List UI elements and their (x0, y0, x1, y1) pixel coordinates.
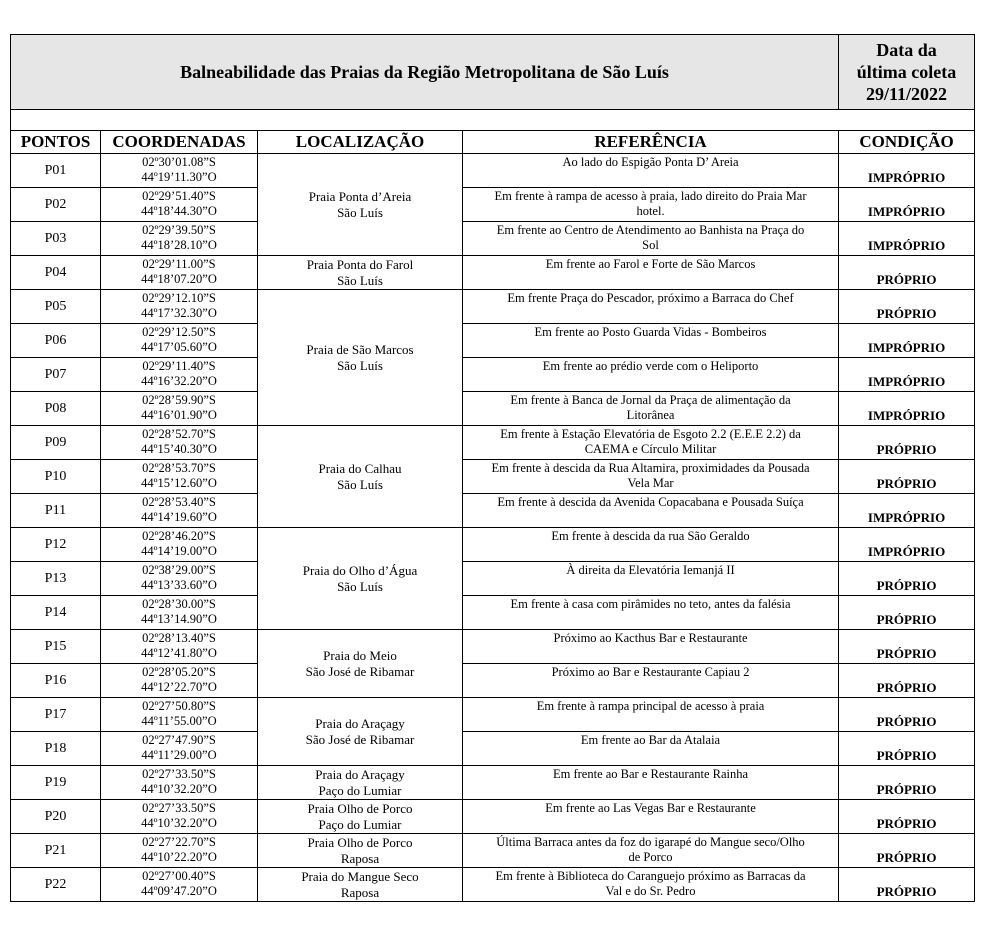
longitude: 44º18’07.20”O (141, 272, 217, 286)
reference-line2: Val e do Sr. Pedro (605, 884, 696, 898)
reference-line1: Em frente ao prédio verde com o Heliporto (542, 359, 759, 373)
reference-cell (463, 290, 839, 324)
location-beach: Praia do Araçagy (315, 766, 405, 782)
location-city: São Luís (337, 272, 383, 288)
ponto-cell: P20 (11, 800, 101, 834)
latitude: 02º27’00.40”S (142, 869, 216, 883)
reference-line1: À direita da Elevatória Iemanjá II (566, 563, 735, 577)
location-beach: Praia Ponta d’Areia (308, 188, 412, 204)
location-beach: Praia Ponta do Farol (306, 256, 414, 272)
table-row (11, 800, 975, 834)
condition-status: PRÓPRIO (839, 766, 975, 800)
latitude: 02º29’51.40”S (142, 189, 216, 203)
table-row (11, 766, 975, 800)
coordinates-cell (101, 528, 258, 562)
ponto-cell: P17 (11, 698, 101, 732)
condition-status: PRÓPRIO (839, 290, 975, 324)
ponto-cell: P13 (11, 562, 101, 596)
longitude: 44º19’11.30”O (141, 170, 217, 184)
location-city: São Luís (337, 578, 383, 594)
coordinates-cell (101, 834, 258, 868)
latitude: 02º29’12.50”S (142, 325, 216, 339)
longitude: 44º14’19.60”O (141, 510, 217, 524)
reference-cell (463, 188, 839, 222)
location-cell (258, 154, 463, 256)
location-beach: Praia do Araçagy (315, 715, 405, 731)
table-row (11, 562, 975, 596)
condition-status: IMPRÓPRIO (839, 324, 975, 358)
table-row (11, 460, 975, 494)
table-row (11, 324, 975, 358)
coordinates-cell (101, 222, 258, 256)
location-cell (258, 766, 463, 800)
ponto-cell: P05 (11, 290, 101, 324)
condition-status: PRÓPRIO (839, 596, 975, 630)
ponto-cell: P06 (11, 324, 101, 358)
location-cell (258, 630, 463, 698)
ponto-cell: P04 (11, 256, 101, 290)
condition-status: IMPRÓPRIO (839, 154, 975, 188)
table-row (11, 426, 975, 460)
condition-status: PRÓPRIO (839, 460, 975, 494)
table-row (11, 188, 975, 222)
ponto-cell: P21 (11, 834, 101, 868)
location-city: Paço do Lumiar (318, 782, 402, 798)
condition-status: PRÓPRIO (839, 630, 975, 664)
coordinates-cell (101, 664, 258, 698)
latitude: 02º27’22.70”S (142, 835, 216, 849)
reference-line1: Em frente Praça do Pescador, próximo a Barraca do Chef (507, 291, 794, 305)
location-city: São Luís (337, 204, 383, 220)
title-row (11, 35, 975, 110)
ponto-cell: P02 (11, 188, 101, 222)
reference-line1: Última Barraca antes da foz do igarapé do Mangue seco/Olho (496, 835, 805, 849)
location-beach: Praia do Mangue Seco (301, 868, 419, 884)
latitude: 02º30’01.08”S (142, 155, 216, 169)
reference-line2: CAEMA e Círculo Militar (584, 442, 717, 456)
location-beach: Praia Olho de Porco (307, 834, 413, 850)
latitude: 02º29’11.40”S (142, 359, 216, 373)
reference-line2: de Porco (628, 850, 673, 864)
latitude: 02º27’47.90”S (142, 733, 216, 747)
reference-cell (463, 324, 839, 358)
coordinates-cell (101, 562, 258, 596)
header-localizacao: LOCALIZAÇÃO (258, 131, 463, 154)
location-city: Paço do Lumiar (318, 816, 402, 832)
coordinates-cell (101, 426, 258, 460)
reference-line1: Em frente à descida da Avenida Copacabana e Pousada Suíça (497, 495, 804, 509)
reference-line1: Em frente à rampa principal de acesso à praia (536, 699, 765, 713)
coordinates-cell (101, 630, 258, 664)
reference-cell (463, 664, 839, 698)
document-title: Balneabilidade das Praias da Região Metropolitana de São Luís (11, 35, 839, 110)
condition-status: IMPRÓPRIO (839, 392, 975, 426)
reference-line1: Em frente ao Bar da Atalaia (580, 733, 721, 747)
condition-status: PRÓPRIO (839, 868, 975, 902)
location-cell (258, 800, 463, 834)
table-row (11, 256, 975, 290)
latitude: 02º28’46.20”S (142, 529, 216, 543)
location-cell (258, 290, 463, 426)
location-city: Raposa (340, 850, 380, 866)
coordinates-cell (101, 256, 258, 290)
table-body (11, 154, 975, 902)
table-row (11, 392, 975, 426)
collection-date-box (839, 35, 975, 110)
location-city: São José de Ribamar (305, 731, 415, 747)
table-row (11, 154, 975, 188)
reference-line2: Litorânea (626, 408, 675, 422)
ponto-cell: P16 (11, 664, 101, 698)
column-header-row (11, 131, 975, 154)
reference-cell (463, 426, 839, 460)
latitude: 02º28’59.90”S (142, 393, 216, 407)
ponto-cell: P15 (11, 630, 101, 664)
condition-status: PRÓPRIO (839, 800, 975, 834)
latitude: 02º28’52.70”S (142, 427, 216, 441)
coordinates-cell (101, 698, 258, 732)
location-city: São Luís (337, 476, 383, 492)
reference-line1: Em frente à casa com pirâmides no teto, antes da falésia (510, 597, 791, 611)
reference-cell (463, 630, 839, 664)
table-row (11, 222, 975, 256)
coordinates-cell (101, 800, 258, 834)
longitude: 44º10’32.20”O (141, 782, 217, 796)
reference-cell (463, 256, 839, 290)
reference-line1: Em frente à Biblioteca do Caranguejo próximo as Barracas da (495, 869, 806, 883)
condition-status: PRÓPRIO (839, 834, 975, 868)
table-row (11, 494, 975, 528)
condition-status: IMPRÓPRIO (839, 358, 975, 392)
coordinates-cell (101, 188, 258, 222)
reference-line1: Em frente à Banca de Jornal da Praça de alimentação da (510, 393, 791, 407)
ponto-cell: P09 (11, 426, 101, 460)
longitude: 44º09’47.20”O (141, 884, 217, 898)
ponto-cell: P07 (11, 358, 101, 392)
coordinates-cell (101, 494, 258, 528)
ponto-cell: P01 (11, 154, 101, 188)
coordinates-cell (101, 154, 258, 188)
longitude: 44º12’41.80”O (141, 646, 217, 660)
reference-cell (463, 528, 839, 562)
location-cell (258, 868, 463, 902)
reference-cell (463, 460, 839, 494)
coordinates-cell (101, 324, 258, 358)
table-row (11, 834, 975, 868)
table-row (11, 596, 975, 630)
reference-cell (463, 834, 839, 868)
location-cell (258, 698, 463, 766)
longitude: 44º18’44.30”O (141, 204, 217, 218)
reference-cell (463, 766, 839, 800)
ponto-cell: P12 (11, 528, 101, 562)
reference-cell (463, 222, 839, 256)
condition-status: PRÓPRIO (839, 562, 975, 596)
longitude: 44º17’32.30”O (141, 306, 217, 320)
reference-cell (463, 800, 839, 834)
location-city: Raposa (340, 884, 380, 900)
reference-line1: Em frente ao Farol e Forte de São Marcos (545, 257, 756, 271)
reference-line1: Em frente ao Posto Guarda Vidas - Bombeiros (534, 325, 767, 339)
ponto-cell: P08 (11, 392, 101, 426)
reference-line2: hotel. (636, 204, 665, 218)
latitude: 02º28’53.40”S (142, 495, 216, 509)
location-city: São Luís (337, 357, 383, 373)
longitude: 44º15’40.30”O (141, 442, 217, 456)
longitude: 44º16’01.90”O (141, 408, 217, 422)
reference-cell (463, 732, 839, 766)
location-beach: Praia do Meio (323, 647, 397, 663)
spacer-row (11, 110, 975, 131)
condition-status: IMPRÓPRIO (839, 494, 975, 528)
reference-line1: Em frente à descida da rua São Geraldo (551, 529, 750, 543)
coordinates-cell (101, 596, 258, 630)
longitude: 44º10’32.20”O (141, 816, 217, 830)
condition-status: PRÓPRIO (839, 256, 975, 290)
ponto-cell: P18 (11, 732, 101, 766)
condition-status: PRÓPRIO (839, 426, 975, 460)
reference-cell (463, 358, 839, 392)
reference-cell (463, 154, 839, 188)
latitude: 02º28’13.40”S (142, 631, 216, 645)
location-beach: Praia de São Marcos (306, 341, 414, 357)
longitude: 44º10’22.20”O (141, 850, 217, 864)
longitude: 44º13’14.90”O (141, 612, 217, 626)
longitude: 44º11’55.00”O (141, 714, 217, 728)
longitude: 44º13’33.60”O (141, 578, 217, 592)
header-coordenadas: COORDENADAS (101, 131, 258, 154)
condition-status: IMPRÓPRIO (839, 222, 975, 256)
reference-line1: Próximo ao Kacthus Bar e Restaurante (553, 631, 748, 645)
reference-line1: Em frente à Estação Elevatória de Esgoto 2.2 (E.E.E 2.2) da (500, 427, 801, 441)
coordinates-cell (101, 290, 258, 324)
condition-status: IMPRÓPRIO (839, 528, 975, 562)
reference-cell (463, 596, 839, 630)
header-condicao: CONDIÇÃO (839, 131, 975, 154)
longitude: 44º12’22.70”O (141, 680, 217, 694)
table-row (11, 664, 975, 698)
location-cell (258, 528, 463, 630)
reference-cell (463, 494, 839, 528)
reference-line1: Ao lado do Espigão Ponta D’ Areia (562, 155, 739, 169)
ponto-cell: P03 (11, 222, 101, 256)
latitude: 02º27’33.50”S (142, 767, 216, 781)
table-row (11, 698, 975, 732)
condition-status: PRÓPRIO (839, 732, 975, 766)
table-row (11, 732, 975, 766)
reference-cell (463, 562, 839, 596)
date-label-line1: Data da (876, 40, 937, 60)
coordinates-cell (101, 868, 258, 902)
location-cell (258, 426, 463, 528)
header-pontos: PONTOS (11, 131, 101, 154)
coordinates-cell (101, 732, 258, 766)
location-beach: Praia Olho de Porco (307, 800, 413, 816)
header-referencia: REFERÊNCIA (463, 131, 839, 154)
reference-line1: Em frente à descida da Rua Altamira, proximidades da Pousada (491, 461, 810, 475)
condition-status: PRÓPRIO (839, 664, 975, 698)
ponto-cell: P22 (11, 868, 101, 902)
table-row (11, 358, 975, 392)
balneabilidade-table (10, 34, 975, 902)
location-city: São José de Ribamar (305, 663, 415, 679)
latitude: 02º27’33.50”S (142, 801, 216, 815)
longitude: 44º18’28.10”O (141, 238, 217, 252)
location-beach: Praia do Calhau (318, 460, 402, 476)
latitude: 02º28’05.20”S (142, 665, 216, 679)
reference-line2: Sol (642, 238, 659, 252)
reference-line1: Em frente à rampa de acesso à praia, lado direito do Praia Mar (494, 189, 807, 203)
reference-line1: Em frente ao Centro de Atendimento ao Banhista na Praça do (496, 223, 805, 237)
table-row (11, 290, 975, 324)
ponto-cell: P10 (11, 460, 101, 494)
coordinates-cell (101, 358, 258, 392)
location-cell (258, 834, 463, 868)
reference-cell (463, 868, 839, 902)
reference-line1: Em frente ao Bar e Restaurante Rainha (552, 767, 749, 781)
latitude: 02º29’11.00”S (142, 257, 216, 271)
location-beach: Praia do Olho d’Água (302, 562, 418, 578)
reference-cell (463, 698, 839, 732)
location-cell (258, 256, 463, 290)
table-row (11, 630, 975, 664)
table-row (11, 868, 975, 902)
coordinates-cell (101, 392, 258, 426)
reference-line1: Em frente ao Las Vegas Bar e Restaurante (545, 801, 756, 815)
longitude: 44º17’05.60”O (141, 340, 217, 354)
longitude: 44º14’19.00”O (141, 544, 217, 558)
condition-status: PRÓPRIO (839, 698, 975, 732)
collection-date: 29/11/2022 (866, 84, 948, 104)
latitude: 02º28’30.00”S (142, 597, 216, 611)
date-label-line2: última coleta (856, 62, 957, 82)
ponto-cell: P14 (11, 596, 101, 630)
latitude: 02º29’12.10”S (142, 291, 216, 305)
reference-cell (463, 392, 839, 426)
longitude: 44º15’12.60”O (141, 476, 217, 490)
longitude: 44º11’29.00”O (141, 748, 217, 762)
ponto-cell: P11 (11, 494, 101, 528)
coordinates-cell (101, 460, 258, 494)
latitude: 02º27’50.80”S (142, 699, 216, 713)
document-sheet (10, 34, 974, 902)
ponto-cell: P19 (11, 766, 101, 800)
latitude: 02º28’53.70”S (142, 461, 216, 475)
coordinates-cell (101, 766, 258, 800)
reference-line2: Vela Mar (627, 476, 674, 490)
reference-line1: Próximo ao Bar e Restaurante Capiau 2 (551, 665, 750, 679)
longitude: 44º16’32.20”O (141, 374, 217, 388)
latitude: 02º38’29.00”S (142, 563, 216, 577)
table-row (11, 528, 975, 562)
latitude: 02º29’39.50”S (142, 223, 216, 237)
condition-status: IMPRÓPRIO (839, 188, 975, 222)
